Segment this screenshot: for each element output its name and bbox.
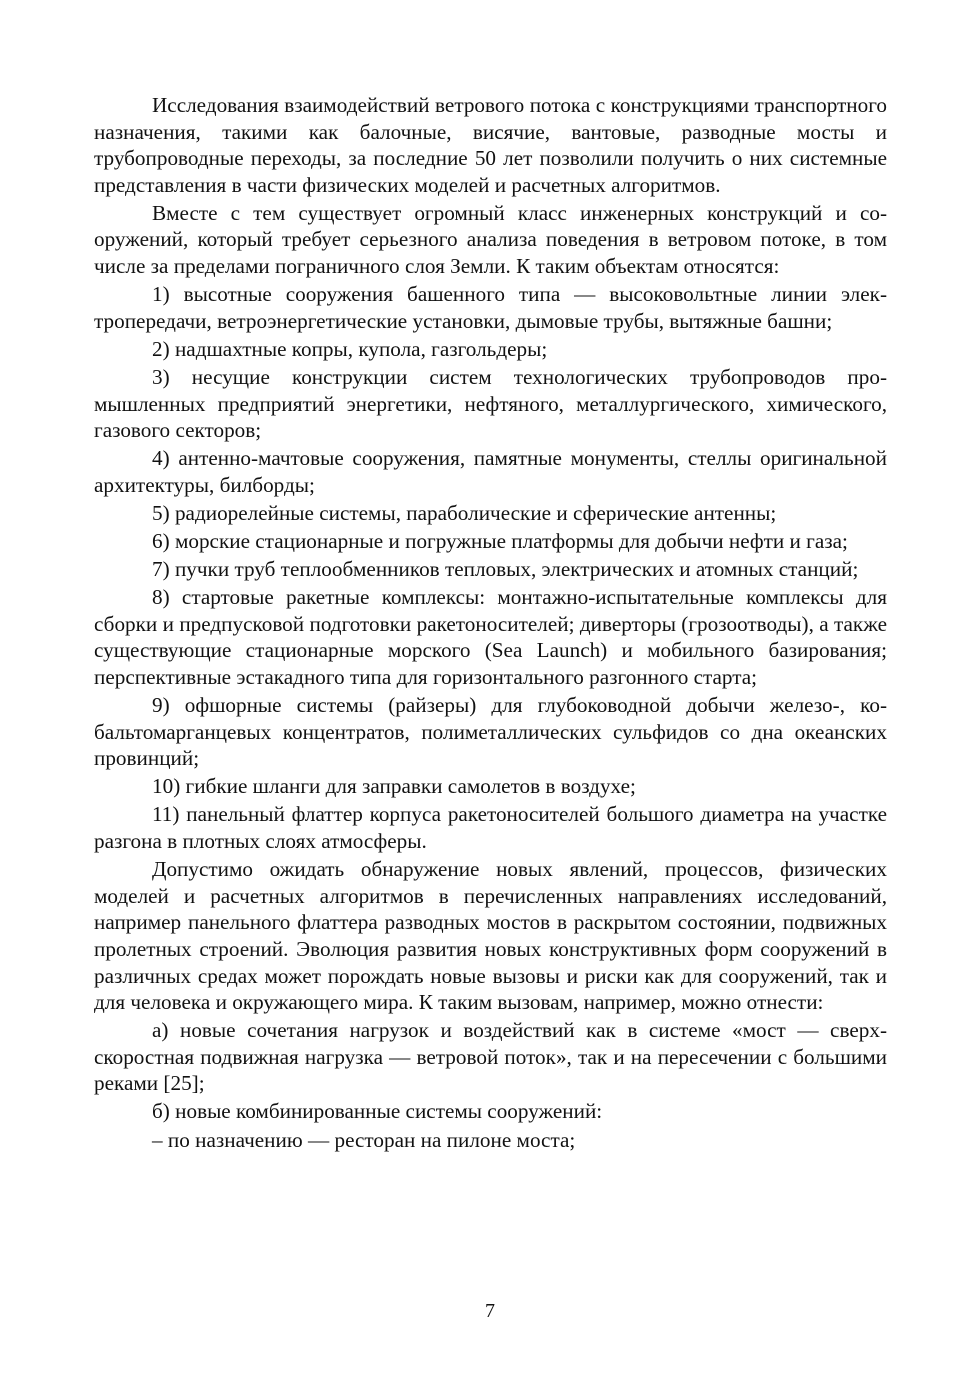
sub-item-purpose: – по назначению — ресторан на пилоне моста;: [152, 1127, 576, 1152]
list-item-10: 10) гибкие шланги для заправки самолетов в воздухе;: [152, 774, 636, 799]
page-number: 7: [485, 1300, 495, 1322]
document-body: [94, 92, 887, 1153]
list-item-a: а) новые сочетания нагрузок и воздействий как в системе «мост — сверхскоростная подвижная нагрузка — ветровой поток», так и на пересечении с большими реками [25];: [94, 1018, 887, 1096]
list-item-6: 6) морские стационарные и погружные платформы для добычи нефти и газа;: [152, 529, 848, 553]
list-item-b: б) новые комбинированные системы сооружений:: [152, 1099, 603, 1124]
list-item-3: 3) несущие конструкции систем технологических трубопроводов промышленных предприятий энергетики, нефтяного, металлургического, химического, газового секторов;: [94, 364, 887, 443]
list-item-7: 7) пучки труб теплообменников тепловых, электрических и атомных станций;: [152, 557, 859, 582]
paragraph-expectations: Допустимо ожидать обнаружение новых явлений, процессов, физических моделей и расчетных алгоритмов в перечисленных направлениях исследований, например панельного флаттера разводных мостов в раскрытом состоянии, подвижных пролетных строений. Эволюция развития новых конструктивных форм сооружений в различных средах может порождать новые вызовы и риски как для сооружений, так и для человека и окружающего мира. К таким вызовам, например, можно отнести:: [94, 857, 887, 1015]
list-item-9: 9) офшорные системы (райзеры) для глубоководной добычи железо-, кобальтомарганцевых концентратов, полиметаллических сульфидов со дна океанских провинций;: [94, 693, 887, 771]
list-item-1: 1) высотные сооружения башенного типа — высоковольтные линии электропередачи, ветроэнергетические установки, дымовые трубы, вытяжные башни;: [94, 282, 887, 333]
list-item-5: 5) радиорелейные системы, параболические и сферические антенны;: [152, 500, 777, 525]
list-item-2: 2) надшахтные копры, купола, газгольдеры;: [152, 336, 548, 361]
list-item-4: 4) антенно-мачтовые сооружения, памятные монументы, стеллы оригинальной архитектуры, билборды;: [94, 446, 887, 497]
list-item-8: 8) стартовые ракетные комплексы: монтажно-испытательные комплексы для сборки и предпусковой подготовки ракетоносителей; диверторы (грозоотводы), а также существующие стационарные морского (Sea Launch) и мобильного базирования; перспективные эстакадного типа для горизонтального разгонного старта;: [94, 585, 887, 689]
list-item-11: 11) панельный флаттер корпуса ракетоносителей большого диаметра на участке разгона в плотных слоях атмосферы.: [94, 802, 887, 854]
paragraph-objects-intro: Вместе с тем существует огромный класс инженерных конструкций и сооружений, который требует серьезного анализа поведения в ветровом потоке, в том числе за пределами пограничного слоя Земли. К таким объектам относятся:: [94, 200, 887, 279]
paragraph-intro: Исследования взаимодействий ветрового потока с конструкциями транспортного назначения, такими как балочные, висячие, вантовые, разводные мосты и трубопроводные переходы, за последние 50 лет позволили получить о них системные представления в части физических моделей и расчетных алгоритмов.: [94, 93, 887, 197]
